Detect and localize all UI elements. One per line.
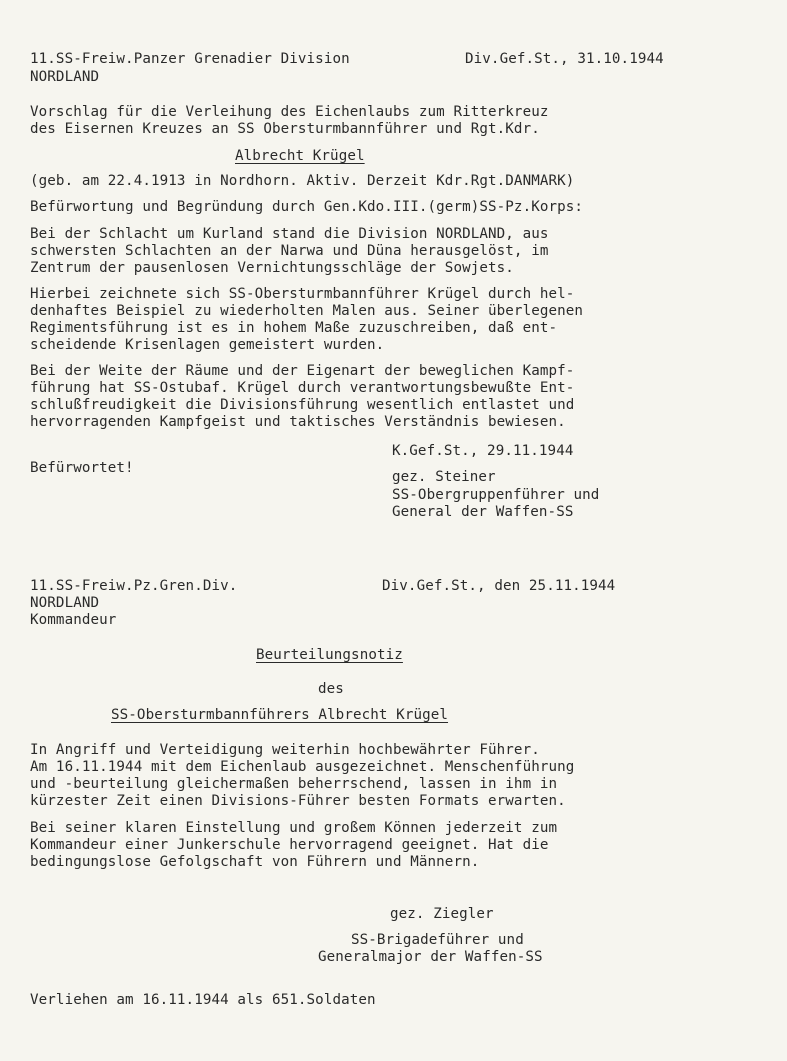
unit-designation: 11.SS-Freiw.Panzer Grenadier Division <box>30 51 350 67</box>
birth-line: (geb. am 22.4.1913 in Nordhorn. Aktiv. Derzeit Kdr.Rgt.DANMARK) <box>30 173 575 189</box>
paragraph-line: Bei der Schlacht um Kurland stand die Division NORDLAND, aus <box>30 226 549 242</box>
place-date: Div.Gef.St., den 25.11.1944 <box>382 578 616 594</box>
paragraph-line: schlußfreudigkeit die Divisionsführung wesentlich entlastet und <box>30 397 575 413</box>
candidate-name: Albrecht Krügel <box>235 148 365 164</box>
paragraph-line: Am 16.11.1944 mit dem Eichenlaub ausgezeichnet. Menschenführung <box>30 759 575 775</box>
proposal-line: des Eisernen Kreuzes an SS Obersturmbannführer und Rgt.Kdr. <box>30 121 540 137</box>
proposal-line: Vorschlag für die Verleihung des Eichenlaubs zum Ritterkreuz <box>30 104 549 120</box>
unit-designation: 11.SS-Freiw.Pz.Gren.Div. <box>30 578 238 594</box>
signatory-rank: Generalmajor der Waffen-SS <box>318 949 543 965</box>
paragraph-line: bedingungslose Gefolgschaft von Führern und Männern. <box>30 854 480 870</box>
assessment-subject: SS-Obersturmbannführers Albrecht Krügel <box>111 707 449 723</box>
signature-line: gez. Ziegler <box>390 906 494 922</box>
unit-role: Kommandeur <box>30 612 117 628</box>
paragraph-line: hervorragenden Kampfgeist und taktisches Verständnis bewiesen. <box>30 414 566 430</box>
assessment-des: des <box>318 681 344 697</box>
assessment-title: Beurteilungsnotiz <box>256 647 403 663</box>
paragraph-line: Bei seiner klaren Einstellung und großem Können jederzeit zum <box>30 820 558 836</box>
corps-place-date: K.Gef.St., 29.11.1944 <box>392 443 574 459</box>
endorsement-heading: Befürwortung und Begründung durch Gen.Kdo.III.(germ)SS-Pz.Korps: <box>30 199 584 215</box>
paragraph-line: Regimentsführung ist es in hohem Maße zuzuschreiben, daß ent- <box>30 320 558 336</box>
paragraph-line: Zentrum der pausenlosen Vernichtungsschläge der Sowjets. <box>30 260 514 276</box>
paragraph-line: denhaftes Beispiel zu wiederholten Malen aus. Seiner überlegenen <box>30 303 584 319</box>
paragraph-line: Bei der Weite der Räume und der Eigenart der beweglichen Kampf- <box>30 363 575 379</box>
signatory-rank: SS-Brigadeführer und <box>351 932 524 948</box>
approved-note: Befürwortet! <box>30 460 134 476</box>
paragraph-line: führung hat SS-Ostubaf. Krügel durch verantwortungsbewußte Ent- <box>30 380 575 396</box>
paragraph-line: und -beurteilung gleichermaßen beherrschend, lassen in ihm in <box>30 776 558 792</box>
paragraph-line: In Angriff und Verteidigung weiterhin hochbewährter Führer. <box>30 742 540 758</box>
award-note: Verliehen am 16.11.1944 als 651.Soldaten <box>30 992 376 1008</box>
paragraph-line: schwersten Schlachten an der Narwa und Düna herausgelöst, im <box>30 243 549 259</box>
paragraph-line: scheidende Krisenlagen gemeistert wurden. <box>30 337 385 353</box>
paragraph-line: kürzester Zeit einen Divisions-Führer besten Formats erwarten. <box>30 793 566 809</box>
signatory-rank: General der Waffen-SS <box>392 504 574 520</box>
paragraph-line: Kommandeur einer Junkerschule hervorragend geeignet. Hat die <box>30 837 549 853</box>
signatory-rank: SS-Obergruppenführer und <box>392 487 600 503</box>
paragraph-line: Hierbei zeichnete sich SS-Obersturmbannführer Krügel durch hel- <box>30 286 575 302</box>
unit-name: NORDLAND <box>30 595 100 611</box>
unit-name: NORDLAND <box>30 69 100 85</box>
place-date: Div.Gef.St., 31.10.1944 <box>465 51 664 67</box>
signature-line: gez. Steiner <box>392 469 496 485</box>
